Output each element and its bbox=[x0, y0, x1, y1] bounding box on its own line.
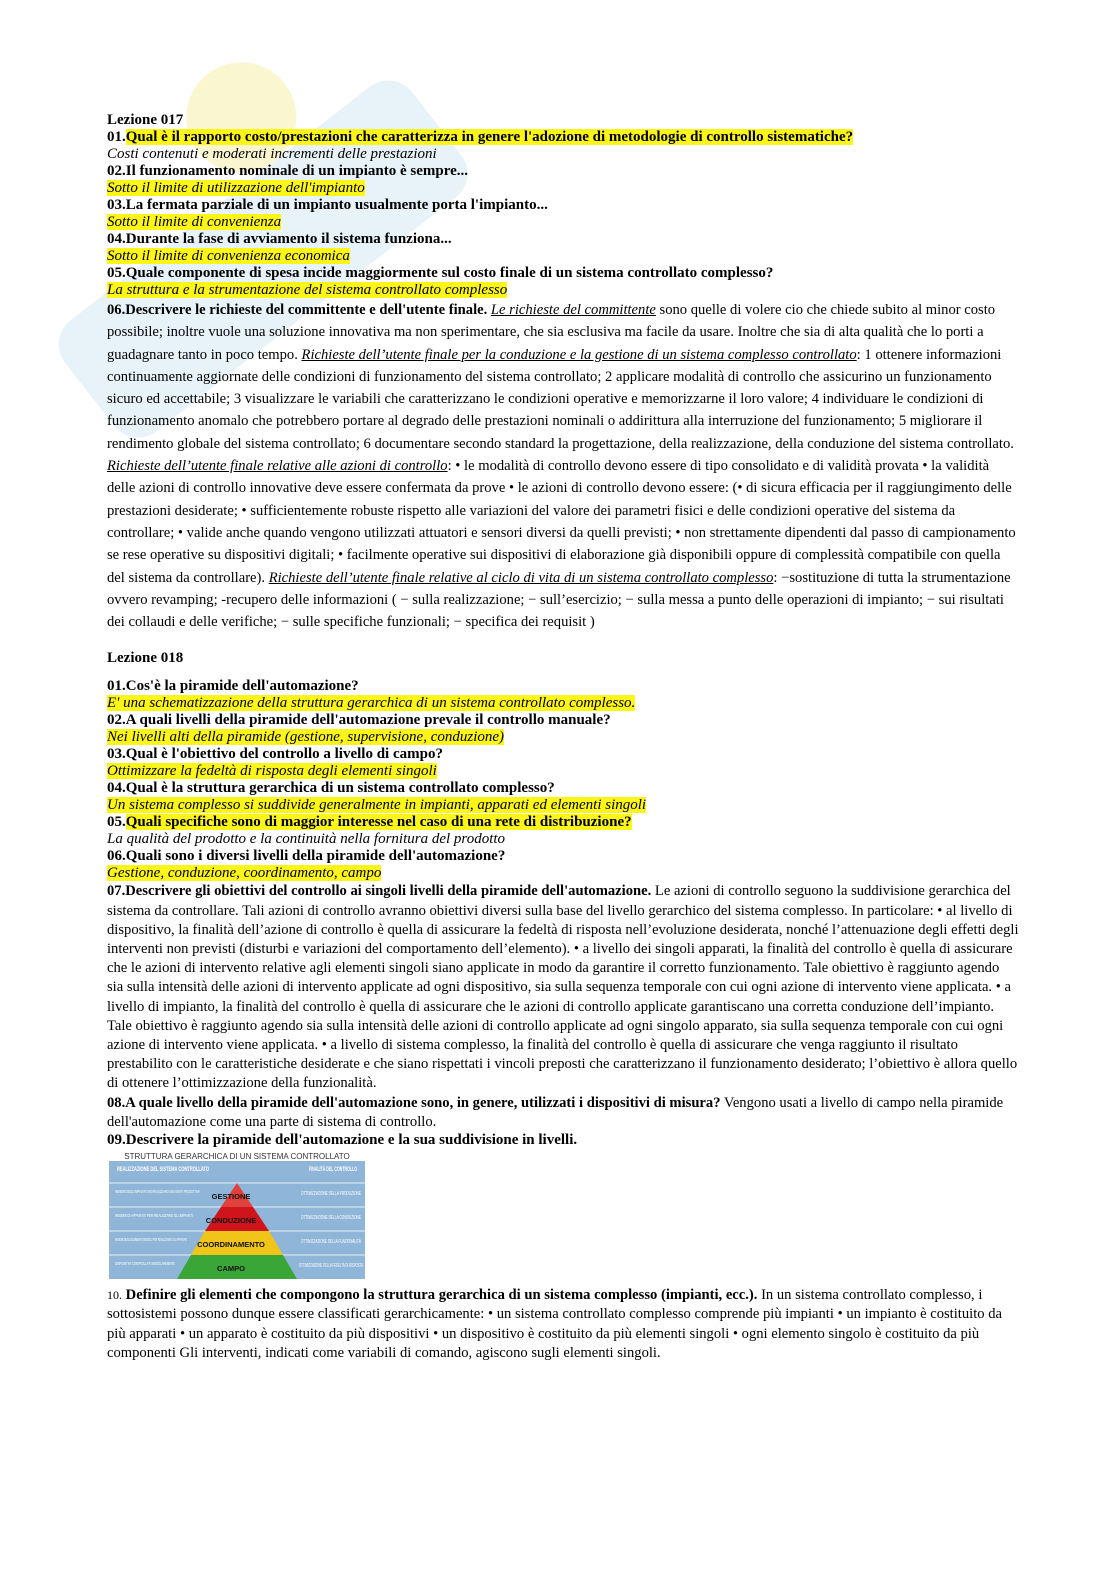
question-018-03 bbox=[107, 746, 1019, 763]
question-text: Qual è il rapporto costo/prestazioni che caratterizza in genere l'adozione di metodologie di controllo sistematiche? bbox=[125, 129, 854, 145]
level-left-campo: DISPOSITIVI CONTROLLATI SINGOLARMENTE bbox=[115, 1261, 175, 1267]
question-number: 01. bbox=[107, 678, 126, 695]
body-text: sono quelle di volere cio che chiede subito al minor costo possibile; inoltre vuole una soluzione innovativa ma non sperimentare, che sia esclusiva ma facile da usare. Inoltre che sia di alta qualità che lo porti a guadagnare tanto in poco tempo. bbox=[107, 302, 996, 363]
question-017-02 bbox=[107, 163, 1019, 180]
level-name-campo: CAMPO bbox=[217, 1264, 245, 1274]
question-text: Definire gli elementi che compongono la struttura gerarchica di un sistema complesso (impianti, ecc.). bbox=[122, 1287, 758, 1304]
body-text: : 1 ottenere informazioni continuamente aggiornate delle condizioni di funzionamento del sistema controllato; 2 applicare modalità di controllo che assicurino un funzionamento sicuro ed accettabile; 3 visualizzare le variabili che caratterizzano le condizioni operative e memorizzarne il loro valore; 4 individuare le condizioni di funzionamento anomalo che potrebbero portare al degrado delle prestazioni nominali o addirittura alla interruzione del funzionamento; 5 migliorare il rendimento globale del sistema controllato; 6 documentare secondo standard la progettazione, della realizzazione, della conduzione del sistema controllato. bbox=[107, 346, 1014, 452]
body-text: Le azioni di controllo seguono la suddivisione gerarchica del sistema da controllare. Tali azioni di controllo avranno obiettivi diversi sulla base del livello gerarchico del sistema complesso. In particolare: • al livello di dispositivo, la finalità dell’azione di controllo è quella di assicurare la fedeltà di risposta nell’evoluzione desiderata, nonché l’attenuazione degli effetti degli interventi non previsti (disturbi e variazioni del comportamento dell’elemento). • a livello dei singoli apparati, la finalità del controllo è quella di assicurare che le azioni di intervento relative agli elementi singoli siano applicate in modo da garantire il corretto funzionamento. Tale obiettivo è raggiunto agendo sia sulla intensità delle azioni di intervento applicate ad ogni dispositivo, sia sulla sequenza temporale con cui ogni azione di intervento viene applicata. • a livello di impianto, la finalità del controllo è quella di assicurare che le azioni di controllo applicate garantiscano una corretta conduzione dell’impianto. Tale obiettivo è raggiunto agendo sia sulla intensità delle azioni di controllo applicate ad ogni singolo apparato, sia sulla sequenza temporale con cui ogni azione di intervento viene applicata. • a livello di sistema complesso, la finalità del controllo è quella di assicurare che venga raggiunto il risultato prestabilito con le caratteristiche desiderate e che siano rispettati i vincoli preposti che caratterizzano il funzionamento desiderato; l’obiettivo è allora quello di ottenere l’ottimizzazione della funzionalità. bbox=[107, 883, 1019, 1092]
answer-text: E' una schematizzazione della struttura gerarchica di un sistema controllato complesso. bbox=[107, 695, 636, 712]
level-right-gestione: OTTIMIZZAZIONE DELLA PRODUZIONE bbox=[301, 1191, 362, 1198]
answer-text: Sotto il limite di convenienza bbox=[107, 214, 282, 230]
answer-text: Sotto il limite di convenienza economica bbox=[107, 248, 350, 264]
question-text: Qual è la struttura gerarchica di un sistema controllato complesso? bbox=[125, 780, 555, 797]
figure-left-header: REALIZZAZIONE DEL SISTEMA CONTROLLATO bbox=[117, 1166, 209, 1174]
question-018-09 bbox=[107, 1132, 1019, 1149]
question-017-06 bbox=[107, 299, 1019, 633]
question-018-02 bbox=[107, 712, 1019, 729]
level-name-conduzione: CONDUZIONE bbox=[205, 1216, 257, 1226]
subheading-utente-conduzione: Richieste dell’utente finale per la conduzione e la gestione di un sistema complesso controllato bbox=[301, 346, 857, 363]
question-number: 04. bbox=[107, 231, 126, 247]
answer-017-01: Costi contenuti e moderati incrementi delle prestazioni bbox=[107, 146, 437, 162]
answer-018-04 bbox=[107, 797, 1019, 814]
subheading-committente: Le richieste del committente bbox=[490, 302, 656, 318]
question-017-03 bbox=[107, 197, 1019, 214]
body-text: : • le modalità di controllo devono essere di tipo consolidato e di validità provata • la validità delle azioni di controllo innovative deve essere confermata da prove • le azioni di controllo devono essere: (• di sicura efficacia per il raggiungimento delle prestazioni desiderate; • sufficientemente robuste rispetto alle variazioni del valore dei parametri fisici e delle condizioni operative del sistema da controllare; • valide anche quando vengono utilizzati attuatori e sensori diversi da quelli previsti; • non strettamente dipendenti dal passo di campionamento se rese operative su dispositivi digitali; • facilmente operative sui dispositivi di elaborazione già disponibili oppure di complessità compatibile con quella del sistema da controllare). bbox=[107, 458, 1016, 586]
question-text: La fermata parziale di un impianto usualmente porta l'impianto... bbox=[125, 197, 548, 213]
level-left-conduzione: INSIEMI DI APPARATI PER REALIZZARE GLI IMPIANTI bbox=[115, 1213, 193, 1219]
question-text: A quali livelli della piramide dell'automazione prevale il controllo manuale? bbox=[125, 712, 611, 729]
question-number: 03. bbox=[107, 197, 126, 213]
question-number: 03. bbox=[107, 746, 126, 763]
question-017-05 bbox=[107, 265, 1019, 282]
question-text: Quale componente di spesa incide maggiormente sul costo finale di un sistema controllato complesso? bbox=[125, 265, 774, 281]
pyramid-diagram bbox=[109, 1151, 414, 1279]
lesson-018-title: Lezione 018 bbox=[107, 650, 184, 667]
answer-text: La struttura e la strumentazione del sistema controllato complesso bbox=[107, 282, 508, 298]
level-right-conduzione: OTTIMIZZAZIONE DELLA CONDUZIONE bbox=[301, 1215, 362, 1222]
question-number: 06. bbox=[107, 848, 126, 865]
answer-018-02 bbox=[107, 729, 1019, 746]
question-018-10 bbox=[107, 1286, 1019, 1363]
question-text: Il funzionamento nominale di un impianto è sempre... bbox=[125, 163, 469, 179]
answer-text: Gestione, conduzione, coordinamento, campo bbox=[107, 865, 382, 882]
question-number: 09. bbox=[107, 1132, 126, 1149]
question-text: Quali sono i diversi livelli della piramide dell'automazione? bbox=[125, 848, 506, 865]
question-number: 07. bbox=[107, 883, 126, 900]
question-number: 06. bbox=[107, 302, 126, 318]
level-right-campo: OTTIMIZZAZIONE DELLA FEDELTÀ DI RISPOSTA bbox=[299, 1263, 414, 1270]
question-number: 08. bbox=[107, 1094, 126, 1111]
answer-017-03 bbox=[107, 214, 1019, 231]
automation-pyramid-figure bbox=[109, 1151, 1019, 1284]
question-018-08 bbox=[107, 1094, 1019, 1132]
question-017-01 bbox=[107, 129, 1019, 146]
question-text: Qual è l'obiettivo del controllo a livello di campo? bbox=[125, 746, 443, 763]
question-text: A quale livello della piramide dell'automazione sono, in genere, utilizzati i dispositivi di misura? bbox=[125, 1094, 721, 1111]
question-018-05 bbox=[107, 814, 1019, 831]
figure-title: STRUTTURA GERARCHICA DI UN SISTEMA CONTROLLATO bbox=[124, 1152, 350, 1162]
question-number: 02. bbox=[107, 712, 126, 729]
subheading-azioni-controllo: Richieste dell’utente finale relative alle azioni di controllo bbox=[107, 458, 448, 475]
level-left-coordinamento: INSIEMI DEGLI ELEMENTI SINGOLI PER REALIZZARE GLI APPARATI bbox=[115, 1237, 187, 1243]
question-number: 01. bbox=[107, 129, 126, 145]
document-page bbox=[107, 112, 1019, 1363]
subheading-ciclo-vita: Richieste dell’utente finale relative al ciclo di vita di un sistema controllato complesso bbox=[268, 569, 774, 586]
question-text: Cos'è la piramide dell'automazione? bbox=[125, 678, 359, 695]
answer-018-03 bbox=[107, 763, 1019, 780]
question-number: 02. bbox=[107, 163, 126, 179]
answer-text: Sotto il limite di utilizzazione dell'impianto bbox=[107, 180, 365, 196]
level-name-coordinamento: COORDINAMENTO bbox=[197, 1240, 265, 1250]
question-018-04 bbox=[107, 780, 1019, 797]
question-text: Quali specifiche sono di maggior interesse nel caso di una rete di distribuzione? bbox=[125, 814, 632, 831]
question-text: Descrivere le richieste del committente e dell'utente finale. bbox=[125, 302, 488, 318]
answer-text: Nei livelli alti della piramide (gestione, supervisione, conduzione) bbox=[107, 729, 505, 746]
answer-018-05: La qualità del prodotto e la continuità nella fornitura del prodotto bbox=[107, 831, 506, 848]
body-text: : −sostituzione di tutta la strumentazione ovvero revamping; -recupero delle informazioni ( − sulla realizzazione; − sull’esercizio; − sulla messa a punto delle operazioni di impianto; − sui risultati dei collaudi e delle verifiche; − sulle specifiche funzionali; − specifica dei requisit ) bbox=[107, 569, 1011, 631]
question-number: 04. bbox=[107, 780, 126, 797]
answer-018-06 bbox=[107, 865, 1019, 882]
question-text: Descrivere la piramide dell'automazione e la sua suddivisione in livelli. bbox=[125, 1132, 578, 1149]
level-right-coordinamento: OTTIMIZZAZIONE DELLA FUNZIONALITÀ bbox=[301, 1239, 398, 1246]
answer-017-05 bbox=[107, 282, 1019, 299]
level-left-gestione: INSIEME DEGLI IMPIANTI CHE REALIZZANO UNA UNITÀ PRODUTTIVA bbox=[115, 1189, 265, 1195]
question-017-04 bbox=[107, 231, 1019, 248]
lesson-017-title: Lezione 017 bbox=[107, 112, 184, 128]
answer-text: Un sistema complesso si suddivide generalmente in impianti, apparati ed elementi singoli bbox=[107, 797, 647, 814]
question-number: 05. bbox=[107, 814, 126, 831]
body-text: Vengono usati a livello di campo nella piramide dell'automazione come una parte di sistema di controllo. bbox=[107, 1094, 1004, 1130]
answer-017-04 bbox=[107, 248, 1019, 265]
question-number: 10. bbox=[107, 1288, 122, 1303]
answer-018-01 bbox=[107, 695, 1019, 712]
question-018-06 bbox=[107, 848, 1019, 865]
question-018-07 bbox=[107, 882, 1019, 1093]
question-018-01 bbox=[107, 678, 1019, 695]
question-number: 05. bbox=[107, 265, 126, 281]
answer-text: Ottimizzare la fedeltà di risposta degli elementi singoli bbox=[107, 763, 437, 780]
question-text: Durante la fase di avviamento il sistema funziona... bbox=[125, 231, 452, 247]
figure-right-header: FINALITÀ DEL CONTROLLO bbox=[309, 1166, 397, 1174]
level-name-gestione: GESTIONE bbox=[211, 1192, 251, 1202]
question-text: Descrivere gli obiettivi del controllo ai singoli livelli della piramide dell'automazione. bbox=[125, 883, 652, 900]
body-text: In un sistema controllato complesso, i sottosistemi possono dunque essere classificati gerarchicamente: • un sistema controllato complesso comprende più impianti • un impianto è costituito da più apparati • un apparato è costituito da più dispositivi • un dispositivo è costituito da più elementi singoli • ogni elemento singolo è costituito da più componenti Gli interventi, indicati come variabili di comando, agiscono sugli elementi singoli. bbox=[107, 1287, 1002, 1361]
answer-017-02 bbox=[107, 180, 1019, 197]
